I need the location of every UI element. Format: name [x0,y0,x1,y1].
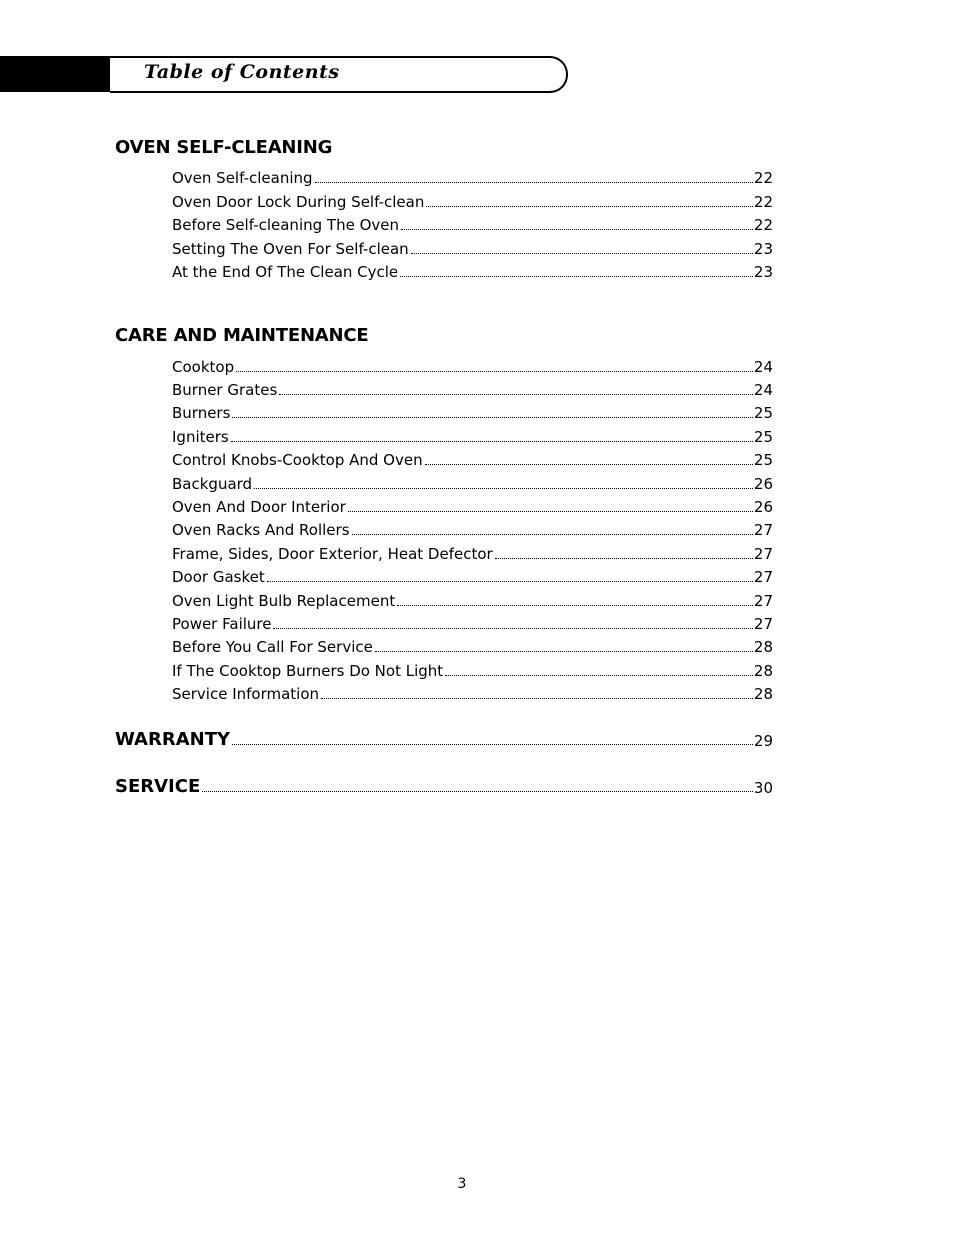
toc-entry-page: 23 [753,240,773,258]
toc-entry-label: If The Cooktop Burners Do Not Light [172,662,444,680]
toc-entry-warranty[interactable] [115,727,773,751]
toc-entry-label: Cooktop [172,358,235,376]
dot-leader [254,488,753,489]
toc-entry-page: 26 [753,475,773,493]
toc-entry-page: 22 [753,193,773,211]
page-number: 3 [457,1176,467,1192]
toc-entry[interactable] [172,355,773,377]
dot-leader [321,698,753,699]
toc-entry[interactable] [172,237,773,259]
toc-entry[interactable] [172,472,773,494]
toc-entry-label: WARRANTY [115,729,231,750]
toc-entry[interactable] [172,565,773,587]
toc-entry-label: Service Information [172,685,320,703]
toc-entry-page: 25 [753,404,773,422]
toc-entry-page: 28 [753,662,773,680]
toc-entry-label: Setting The Oven For Self-clean [172,240,409,258]
toc-entry-label: Control Knobs-Cooktop And Oven [172,451,423,469]
toc-entry-label: Burner Grates [172,381,278,399]
dot-leader [232,417,752,418]
dot-leader [267,581,753,582]
header-black-bar [0,56,120,92]
toc-entry-label: At the End Of The Clean Cycle [172,263,399,281]
toc-entry-page: 25 [753,428,773,446]
dot-leader [352,534,753,535]
toc-entry-page: 24 [753,381,773,399]
toc-entry-label: Power Failure [172,615,272,633]
toc-entry-page: 29 [753,732,773,750]
toc-entry-page: 27 [753,568,773,586]
toc-entry-page: 27 [753,615,773,633]
dot-leader [411,253,753,254]
toc-entry[interactable] [172,682,773,704]
dot-leader [397,605,753,606]
header-tab [110,56,568,93]
dot-leader [348,511,753,512]
toc-entry-label: Oven Self-cleaning [172,169,313,187]
toc-entry[interactable] [172,213,773,235]
toc-entry-label: Oven Door Lock During Self-clean [172,193,425,211]
toc-entry[interactable] [172,260,773,282]
toc-entry[interactable] [172,425,773,447]
dot-leader [236,371,753,372]
dot-leader [401,229,753,230]
dot-leader [232,744,753,745]
toc-entry-label: Frame, Sides, Door Exterior, Heat Defector [172,545,493,563]
toc-entry-page: 28 [753,638,773,656]
dot-leader [375,651,753,652]
toc-entry-page: 26 [753,498,773,516]
toc-entry-page: 30 [753,779,773,797]
toc-entry-label: Burners [172,404,231,422]
dot-leader [425,464,753,465]
toc-entry[interactable] [172,448,773,470]
toc-entry[interactable] [172,378,773,400]
toc-entry[interactable] [172,401,773,423]
toc-entry[interactable] [172,612,773,634]
toc-entry-service[interactable] [115,774,773,798]
toc-entry-page: 22 [753,169,773,187]
toc-entry-page: 27 [753,545,773,563]
dot-leader [273,628,752,629]
toc-entry[interactable] [172,495,773,517]
toc-entry-page: 22 [753,216,773,234]
section-title-care-and-maintenance: CARE AND MAINTENANCE [115,325,369,346]
dot-leader [426,206,753,207]
toc-entry-label: Igniters [172,428,229,446]
toc-entry-label: SERVICE [115,776,201,797]
toc-entry[interactable] [172,190,773,212]
toc-entry-page: 25 [753,451,773,469]
toc-entry-label: Oven Light Bulb Replacement [172,592,396,610]
toc-entry-label: Before Self-cleaning The Oven [172,216,399,234]
toc-entry-page: 24 [753,358,773,376]
toc-entry[interactable] [172,635,773,657]
dot-leader [315,182,753,183]
toc-entry-page: 28 [753,685,773,703]
toc-entry-page: 23 [753,263,773,281]
toc-entry[interactable] [172,659,773,681]
toc-entry-label: Before You Call For Service [172,638,373,656]
toc-entry[interactable] [172,589,773,611]
toc-entry-label: Oven And Door Interior [172,498,346,516]
toc-entry-label: Backguard [172,475,253,493]
dot-leader [400,276,753,277]
toc-entry-label: Oven Racks And Rollers [172,521,350,539]
toc-entry[interactable] [172,542,773,564]
page-title: Table of Contents [144,61,340,83]
dot-leader [279,394,753,395]
dot-leader [231,441,753,442]
section-title-oven-self-cleaning: OVEN SELF-CLEANING [115,137,333,158]
toc-entry-label: Door Gasket [172,568,265,586]
toc-entry[interactable] [172,518,773,540]
toc-entry-page: 27 [753,521,773,539]
toc-entry-page: 27 [753,592,773,610]
dot-leader [202,791,753,792]
dot-leader [445,675,753,676]
dot-leader [495,558,753,559]
toc-entry[interactable] [172,166,773,188]
